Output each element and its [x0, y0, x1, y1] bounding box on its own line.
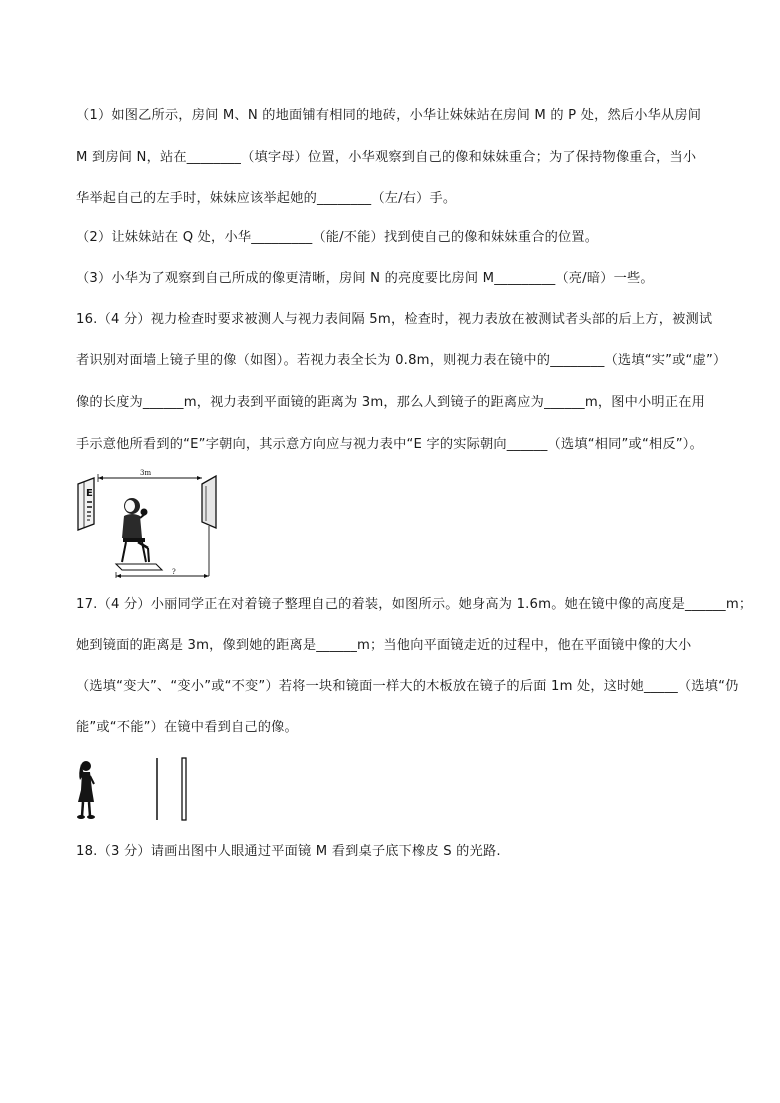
- q15-part3: （3）小华为了观察到自己所成的像更清晰，房间 N 的亮度要比房间 M_________（亮/暗）一些。: [76, 271, 654, 286]
- q18-line1: 18.（3 分）请画出图中人眼通过平面镜 M 看到桌子底下橡皮 S 的光路.: [76, 844, 501, 859]
- eye-chart-letter: E: [86, 488, 93, 499]
- q17-line2: 她到镜面的距离是 3m，像到她的距离是______m；当他向平面镜走近的过程中，他在平面镜中像的大小: [76, 638, 692, 653]
- q15-part1-line1: （1）如图乙所示，房间 M、N 的地面铺有相同的地砖，小华让妹妹站在房间 M 的 P 处，然后小华从房间: [76, 108, 702, 123]
- q16-eye-exam-figure: [72, 466, 218, 582]
- q17-line1: 17.（4 分）小丽同学正在对着镜子整理自己的着装，如图所示。她身高为 1.6m。她在镜中像的高度是______m；: [76, 597, 753, 612]
- wooden-board-icon: [182, 758, 186, 820]
- q15-part1-line3: 华举起自己的左手时，妹妹应该举起她的________（左/右）手。: [76, 191, 457, 206]
- q15-part1-line2: M 到房间 N，站在________（填字母）位置，小华观察到自己的像和妹妹重合；为了保持物像重合，当小: [76, 150, 697, 165]
- seated-person-icon: [116, 498, 162, 570]
- q16-line4: 手示意他所看到的“E”字朝向，其示意方向应与视力表中“E 字的实际朝向______（选填“相同”或“相反”）。: [76, 437, 703, 452]
- bottom-dimension-label: ?: [172, 568, 176, 576]
- girl-icon: [77, 761, 95, 819]
- q15-part2: （2）让妹妹站在 Q 处，小华_________（能/不能）找到使自己的像和妹妹重合的位置。: [76, 230, 599, 245]
- q16-line3: 像的长度为______m，视力表到平面镜的距离为 3m，那么人到镜子的距离应为______m，图中小明正在用: [76, 395, 705, 410]
- mirror-icon: [202, 476, 216, 528]
- q17-line3: （选填“变大”、“变小”或“不变”）若将一块和镜面一样大的木板放在镜子的后面 1m 处，这时她_____（选填“仍: [76, 679, 739, 694]
- top-dimension-label: 3m: [140, 469, 152, 477]
- q17-line4: 能”或“不能”）在镜中看到自己的像。: [76, 720, 298, 735]
- eye-chart-icon: [78, 478, 94, 530]
- q17-girl-mirror-figure: [72, 756, 196, 822]
- q16-line2: 者识别对面墙上镜子里的像（如图）。若视力表全长为 0.8m，则视力表在镜中的________（选填“实”或“虚”）: [76, 353, 727, 368]
- q16-line1: 16.（4 分）视力检查时要求被测人与视力表间隔 5m，检查时，视力表放在被测试者头部的后上方，被测试: [76, 312, 713, 327]
